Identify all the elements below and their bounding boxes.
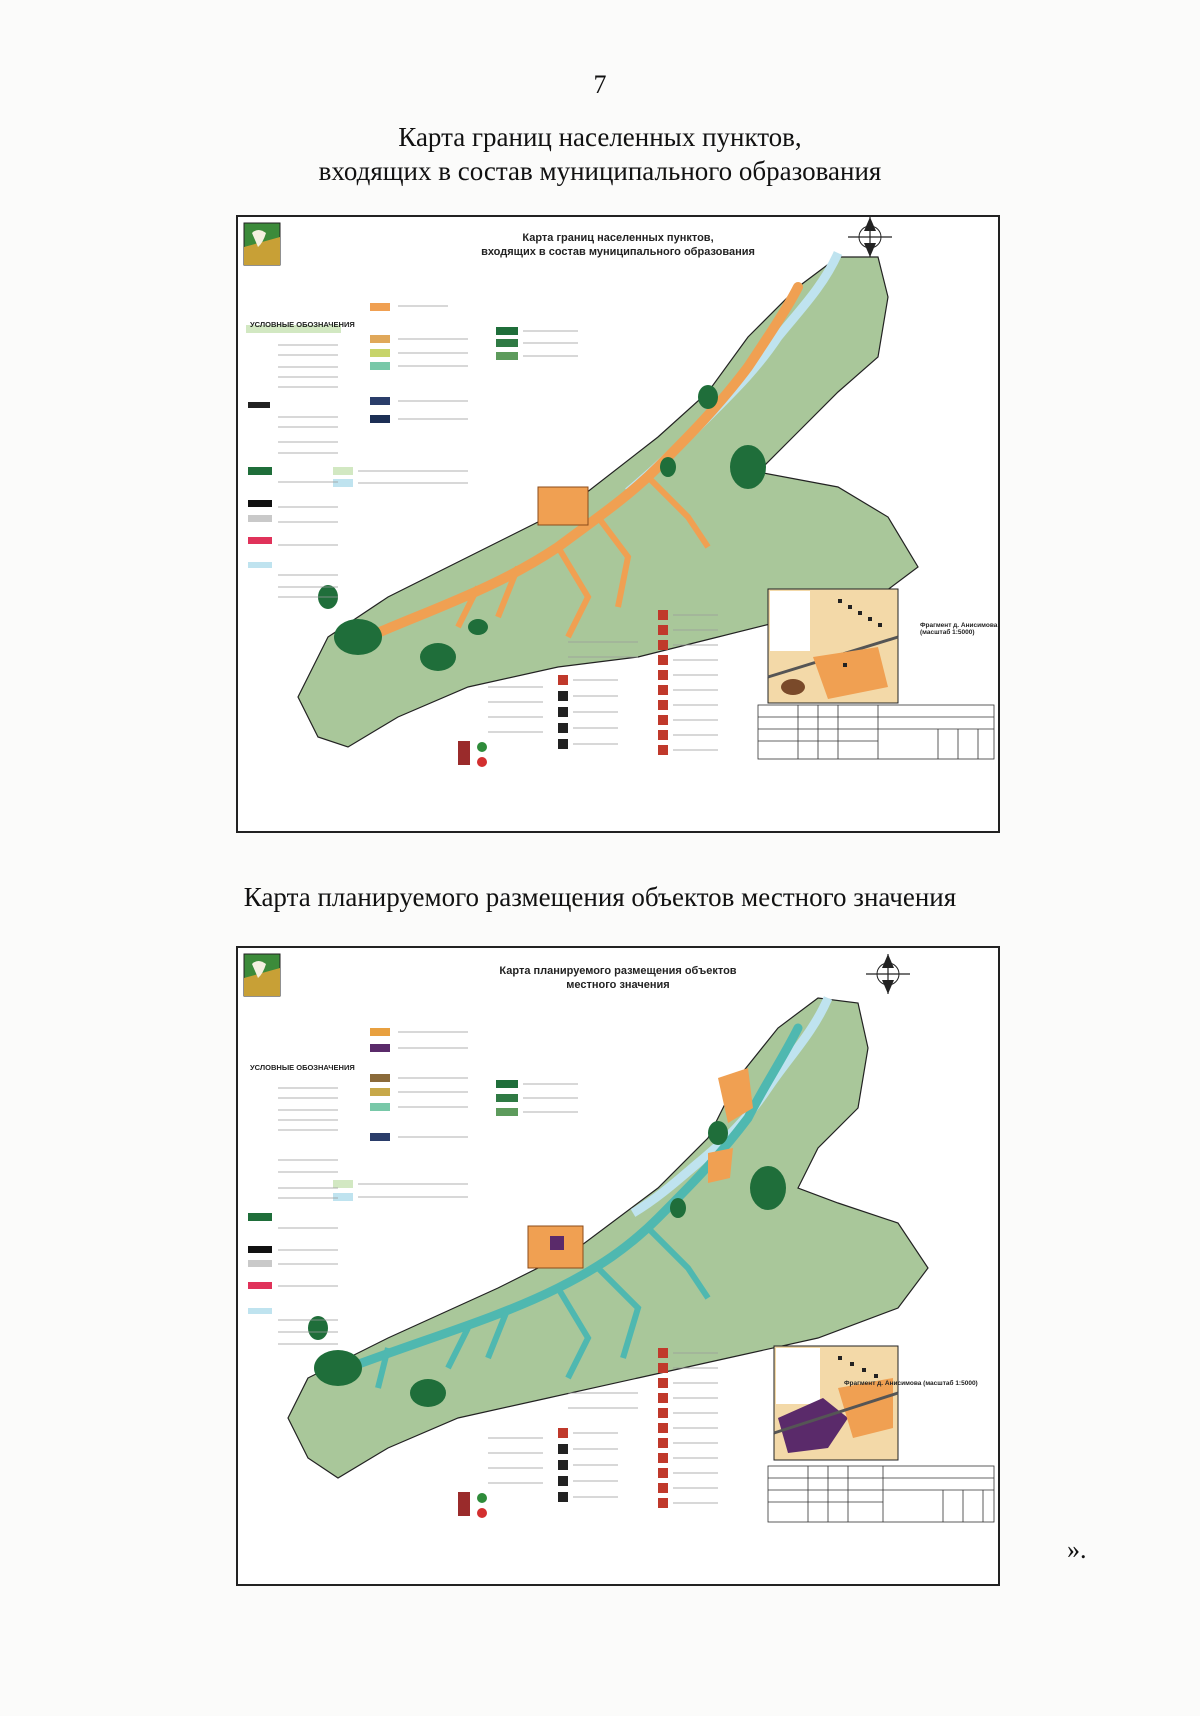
planned-objects-map (236, 946, 1000, 1586)
section1-heading-line2: входящих в состав муниципального образования (318, 156, 882, 186)
section2-heading: Карта планируемого размещения объектов местного значения (243, 882, 957, 912)
settlement-boundaries-map-drawing (238, 217, 998, 831)
drawing-title-block (768, 1466, 994, 1522)
section1-heading-line1: Карта границ населенных пунктов, (398, 122, 802, 152)
map2-inset-title: Фрагмент д. Анисимова (масштаб 1:5000) (844, 1380, 978, 1387)
map1-title-line1: Карта границ населенных пунктов, (522, 232, 714, 244)
section1-heading (0, 120, 1200, 188)
map2-title-line2: местного значения (566, 979, 670, 991)
inset-fragment-map (768, 589, 898, 703)
map2-legend-title: УСЛОВНЫЕ ОБОЗНАЧЕНИЯ (250, 1063, 355, 1072)
planned-objects-map-drawing (238, 948, 998, 1584)
compass-rose-icon (848, 217, 892, 257)
inset-fragment-map (774, 1346, 898, 1460)
map1-title (438, 231, 798, 259)
central-settlement (538, 487, 588, 525)
map1-legend-title: УСЛОВНЫЕ ОБОЗНАЧЕНИЯ (250, 320, 355, 329)
map1-inset-title: Фрагмент д. Анисимова (масштаб 1:5000) (920, 622, 998, 636)
page-number: 7 (593, 70, 607, 99)
compass-rose-icon (866, 954, 910, 994)
drawing-title-block (758, 705, 994, 759)
map2-title (438, 964, 798, 992)
closing-quote-mark: ». (1067, 1535, 1087, 1564)
coat-of-arms-icon (244, 223, 280, 265)
coat-of-arms-icon (244, 954, 280, 996)
map2-title-line1: Карта планируемого размещения объектов (499, 965, 737, 977)
map1-title-line2: входящих в состав муниципального образования (481, 246, 755, 258)
settlement-boundaries-map (236, 215, 1000, 833)
